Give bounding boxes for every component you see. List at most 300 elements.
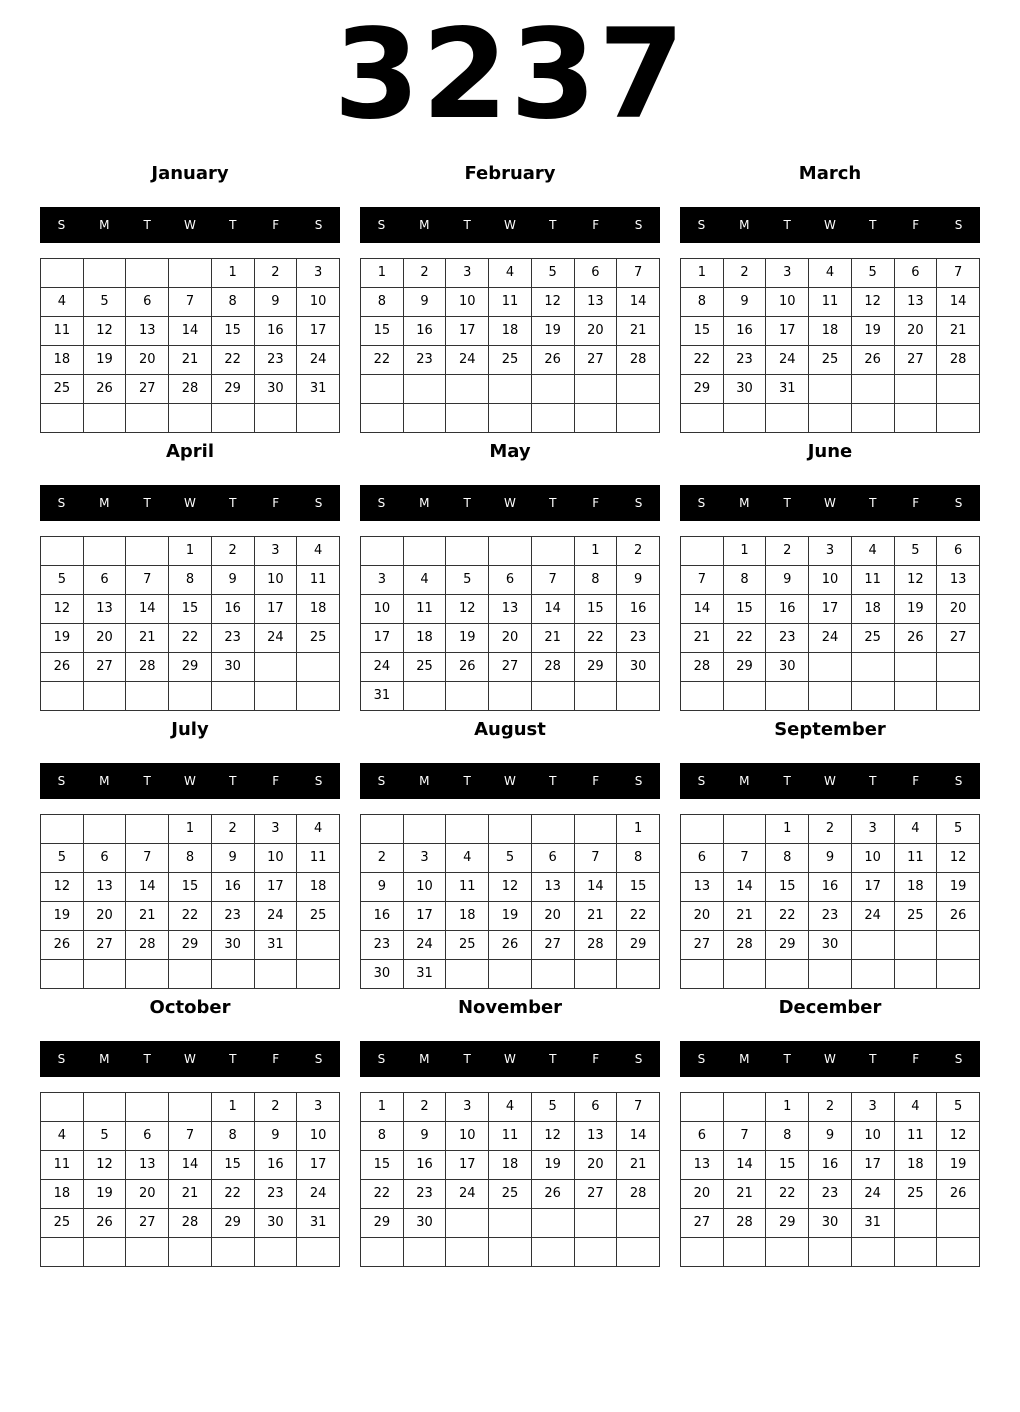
week-row	[41, 653, 340, 682]
day-cell: 7	[723, 1122, 766, 1151]
weekday-label: M	[99, 1052, 110, 1066]
day-cell: 26	[83, 375, 126, 404]
week-row	[681, 960, 980, 989]
day-cell: 3	[446, 1093, 489, 1122]
day-cell: 10	[297, 288, 340, 317]
day-cell: 3	[297, 259, 340, 288]
week-row	[361, 259, 660, 288]
day-cell: 7	[723, 844, 766, 873]
week-row	[681, 317, 980, 346]
week-row	[41, 1209, 340, 1238]
empty-day-cell	[446, 404, 489, 433]
day-cell: 8	[723, 566, 766, 595]
day-cell: 22	[681, 346, 724, 375]
day-cell: 29	[211, 375, 254, 404]
month-name: July	[171, 719, 209, 740]
weekday-label: F	[592, 774, 600, 788]
empty-day-cell	[489, 815, 532, 844]
weekday-label: W	[824, 1052, 836, 1066]
day-cell: 17	[297, 1151, 340, 1180]
day-cell: 22	[723, 624, 766, 653]
week-row	[361, 844, 660, 873]
weekday-label: S	[634, 1052, 643, 1066]
day-cell: 3	[254, 815, 297, 844]
day-cell: 3	[403, 844, 446, 873]
weekday-header	[360, 207, 660, 243]
week-row	[681, 259, 980, 288]
empty-day-cell	[361, 1238, 404, 1267]
day-cell: 12	[937, 1122, 980, 1151]
week-row	[681, 815, 980, 844]
day-cell: 8	[169, 566, 212, 595]
weekday-label: T	[229, 218, 237, 232]
empty-day-cell	[681, 960, 724, 989]
empty-day-cell	[937, 404, 980, 433]
empty-day-cell	[254, 682, 297, 711]
weekday-label: M	[419, 774, 430, 788]
day-cell: 4	[403, 566, 446, 595]
empty-day-cell	[297, 653, 340, 682]
year-title: 3237	[333, 3, 687, 147]
week-row	[681, 375, 980, 404]
day-cell: 11	[297, 566, 340, 595]
day-cell: 31	[297, 1209, 340, 1238]
day-cell: 20	[83, 902, 126, 931]
day-cell: 16	[403, 317, 446, 346]
day-cell: 8	[681, 288, 724, 317]
day-cell: 21	[681, 624, 724, 653]
day-cell: 11	[894, 844, 937, 873]
day-cell: 14	[681, 595, 724, 624]
day-cell: 29	[574, 653, 617, 682]
empty-day-cell	[211, 960, 254, 989]
day-cell: 1	[681, 259, 724, 288]
day-cell: 23	[617, 624, 660, 653]
week-row	[681, 931, 980, 960]
day-cell: 12	[489, 873, 532, 902]
day-cell: 15	[723, 595, 766, 624]
day-cell: 8	[361, 288, 404, 317]
empty-day-cell	[766, 960, 809, 989]
weekday-label: S	[697, 774, 706, 788]
empty-day-cell	[894, 960, 937, 989]
empty-day-cell	[894, 1209, 937, 1238]
day-cell: 2	[211, 537, 254, 566]
empty-day-cell	[809, 653, 852, 682]
day-cell: 13	[126, 317, 169, 346]
weekday-header	[680, 207, 980, 243]
empty-day-cell	[126, 537, 169, 566]
day-cell: 11	[489, 1122, 532, 1151]
empty-day-cell	[766, 404, 809, 433]
day-cell: 19	[446, 624, 489, 653]
day-cell: 26	[851, 346, 894, 375]
day-cell: 13	[531, 873, 574, 902]
weekday-label: T	[549, 218, 557, 232]
empty-day-cell	[574, 1238, 617, 1267]
day-cell: 1	[361, 259, 404, 288]
day-grid	[680, 814, 980, 989]
empty-day-cell	[83, 259, 126, 288]
day-cell: 29	[766, 1209, 809, 1238]
day-cell: 25	[297, 902, 340, 931]
weekday-header	[40, 207, 340, 243]
empty-day-cell	[681, 1093, 724, 1122]
empty-day-cell	[723, 815, 766, 844]
empty-day-cell	[851, 960, 894, 989]
day-cell: 25	[489, 346, 532, 375]
day-cell: 24	[297, 346, 340, 375]
day-cell: 1	[169, 815, 212, 844]
week-row	[361, 682, 660, 711]
day-cell: 26	[937, 902, 980, 931]
empty-day-cell	[83, 815, 126, 844]
empty-day-cell	[723, 1238, 766, 1267]
day-cell: 1	[574, 537, 617, 566]
day-cell: 24	[254, 902, 297, 931]
weekday-label: M	[99, 218, 110, 232]
day-cell: 26	[83, 1209, 126, 1238]
empty-day-cell	[254, 653, 297, 682]
day-cell: 23	[723, 346, 766, 375]
day-cell: 26	[41, 931, 84, 960]
weekday-label: F	[592, 496, 600, 510]
weekday-label: S	[954, 218, 963, 232]
day-grid	[360, 1092, 660, 1267]
day-cell: 30	[617, 653, 660, 682]
day-cell: 23	[766, 624, 809, 653]
day-cell: 27	[574, 346, 617, 375]
weekday-label: S	[57, 218, 66, 232]
day-cell: 15	[211, 317, 254, 346]
day-cell: 22	[361, 1180, 404, 1209]
empty-day-cell	[41, 1238, 84, 1267]
day-cell: 18	[297, 873, 340, 902]
day-cell: 15	[361, 317, 404, 346]
day-cell: 31	[851, 1209, 894, 1238]
day-cell: 4	[809, 259, 852, 288]
empty-day-cell	[83, 1093, 126, 1122]
day-cell: 7	[126, 844, 169, 873]
day-cell: 29	[169, 653, 212, 682]
empty-day-cell	[126, 259, 169, 288]
day-cell: 30	[809, 931, 852, 960]
day-cell: 22	[211, 346, 254, 375]
weekday-label: F	[272, 774, 280, 788]
weekday-label: S	[377, 218, 386, 232]
day-cell: 27	[937, 624, 980, 653]
day-cell: 13	[681, 873, 724, 902]
month-name: December	[778, 997, 882, 1018]
day-cell: 8	[211, 288, 254, 317]
weekday-label: W	[504, 496, 516, 510]
empty-day-cell	[126, 404, 169, 433]
day-cell: 27	[126, 1209, 169, 1238]
empty-day-cell	[531, 375, 574, 404]
day-cell: 6	[574, 1093, 617, 1122]
day-cell: 4	[41, 1122, 84, 1151]
day-cell: 5	[531, 259, 574, 288]
day-cell: 11	[446, 873, 489, 902]
empty-day-cell	[617, 1238, 660, 1267]
day-cell: 20	[126, 1180, 169, 1209]
week-row	[361, 1122, 660, 1151]
day-cell: 25	[809, 346, 852, 375]
day-cell: 14	[937, 288, 980, 317]
empty-day-cell	[489, 537, 532, 566]
day-cell: 6	[681, 844, 724, 873]
day-cell: 11	[851, 566, 894, 595]
day-cell: 5	[446, 566, 489, 595]
day-cell: 14	[723, 873, 766, 902]
day-cell: 14	[617, 1122, 660, 1151]
day-cell: 30	[254, 1209, 297, 1238]
day-cell: 24	[297, 1180, 340, 1209]
day-cell: 19	[937, 1151, 980, 1180]
empty-day-cell	[489, 1209, 532, 1238]
day-cell: 29	[617, 931, 660, 960]
weekday-label: W	[824, 496, 836, 510]
empty-day-cell	[937, 1238, 980, 1267]
day-cell: 18	[446, 902, 489, 931]
day-cell: 17	[254, 873, 297, 902]
day-cell: 29	[211, 1209, 254, 1238]
day-cell: 2	[254, 259, 297, 288]
day-grid	[40, 1092, 340, 1267]
day-cell: 23	[403, 1180, 446, 1209]
empty-day-cell	[126, 1238, 169, 1267]
empty-day-cell	[723, 682, 766, 711]
weekday-label: W	[824, 774, 836, 788]
empty-day-cell	[41, 404, 84, 433]
day-cell: 30	[723, 375, 766, 404]
week-row	[361, 815, 660, 844]
day-cell: 1	[169, 537, 212, 566]
day-cell: 23	[809, 1180, 852, 1209]
weekday-label: F	[912, 1052, 920, 1066]
day-cell: 5	[531, 1093, 574, 1122]
day-cell: 9	[809, 844, 852, 873]
day-cell: 30	[403, 1209, 446, 1238]
day-cell: 2	[211, 815, 254, 844]
week-row	[361, 1180, 660, 1209]
empty-day-cell	[446, 815, 489, 844]
day-cell: 7	[681, 566, 724, 595]
empty-day-cell	[83, 404, 126, 433]
empty-day-cell	[446, 960, 489, 989]
day-cell: 23	[254, 346, 297, 375]
day-cell: 27	[681, 1209, 724, 1238]
day-cell: 25	[489, 1180, 532, 1209]
day-cell: 2	[254, 1093, 297, 1122]
day-cell: 14	[617, 288, 660, 317]
day-cell: 17	[403, 902, 446, 931]
weekday-label: T	[783, 774, 791, 788]
week-row	[681, 873, 980, 902]
weekday-label: S	[634, 496, 643, 510]
empty-day-cell	[126, 815, 169, 844]
day-cell: 24	[446, 1180, 489, 1209]
day-cell: 20	[126, 346, 169, 375]
day-cell: 29	[766, 931, 809, 960]
day-cell: 26	[531, 1180, 574, 1209]
weekday-label: T	[143, 774, 151, 788]
day-cell: 1	[723, 537, 766, 566]
empty-day-cell	[403, 815, 446, 844]
week-row	[361, 595, 660, 624]
day-cell: 29	[681, 375, 724, 404]
day-cell: 21	[126, 624, 169, 653]
day-grid	[680, 258, 980, 433]
weekday-label: S	[634, 218, 643, 232]
week-row	[41, 815, 340, 844]
day-cell: 4	[894, 815, 937, 844]
day-cell: 13	[937, 566, 980, 595]
weekday-label: W	[184, 496, 196, 510]
empty-day-cell	[41, 1093, 84, 1122]
empty-day-cell	[489, 682, 532, 711]
day-cell: 11	[41, 317, 84, 346]
empty-day-cell	[574, 960, 617, 989]
day-cell: 1	[766, 815, 809, 844]
day-grid	[360, 536, 660, 711]
empty-day-cell	[403, 682, 446, 711]
week-row	[681, 566, 980, 595]
weekday-label: M	[419, 218, 430, 232]
weekday-label: T	[869, 774, 877, 788]
empty-day-cell	[41, 537, 84, 566]
week-row	[361, 1093, 660, 1122]
day-cell: 20	[894, 317, 937, 346]
day-cell: 16	[809, 873, 852, 902]
empty-day-cell	[211, 1238, 254, 1267]
day-cell: 27	[489, 653, 532, 682]
weekday-label: T	[783, 496, 791, 510]
day-cell: 13	[894, 288, 937, 317]
day-cell: 21	[617, 317, 660, 346]
day-cell: 18	[809, 317, 852, 346]
day-cell: 30	[211, 653, 254, 682]
empty-day-cell	[297, 1238, 340, 1267]
empty-day-cell	[489, 1238, 532, 1267]
month-name: November	[457, 997, 563, 1018]
day-cell: 10	[766, 288, 809, 317]
weekday-label: M	[99, 774, 110, 788]
day-cell: 31	[361, 682, 404, 711]
month-name: September	[774, 719, 886, 740]
day-cell: 12	[83, 317, 126, 346]
empty-day-cell	[446, 682, 489, 711]
day-cell: 12	[41, 873, 84, 902]
empty-day-cell	[681, 1238, 724, 1267]
day-cell: 10	[851, 844, 894, 873]
day-cell: 10	[254, 844, 297, 873]
day-cell: 24	[766, 346, 809, 375]
empty-day-cell	[723, 404, 766, 433]
empty-day-cell	[937, 960, 980, 989]
day-cell: 27	[83, 931, 126, 960]
day-cell: 7	[574, 844, 617, 873]
day-cell: 8	[574, 566, 617, 595]
day-cell: 20	[681, 902, 724, 931]
weekday-label: W	[504, 218, 516, 232]
empty-day-cell	[809, 404, 852, 433]
day-cell: 6	[894, 259, 937, 288]
empty-day-cell	[809, 682, 852, 711]
week-row	[681, 346, 980, 375]
empty-day-cell	[851, 404, 894, 433]
week-row	[41, 960, 340, 989]
day-cell: 25	[41, 375, 84, 404]
weekday-label: T	[143, 496, 151, 510]
day-cell: 3	[766, 259, 809, 288]
weekday-label: F	[272, 1052, 280, 1066]
week-row	[41, 259, 340, 288]
empty-day-cell	[851, 653, 894, 682]
day-cell: 16	[254, 1151, 297, 1180]
day-cell: 5	[851, 259, 894, 288]
day-cell: 19	[851, 317, 894, 346]
day-cell: 27	[126, 375, 169, 404]
day-cell: 15	[169, 873, 212, 902]
day-cell: 30	[254, 375, 297, 404]
empty-day-cell	[809, 1238, 852, 1267]
weekday-label: T	[143, 1052, 151, 1066]
weekday-label: T	[229, 496, 237, 510]
empty-day-cell	[766, 682, 809, 711]
empty-day-cell	[531, 682, 574, 711]
day-cell: 12	[937, 844, 980, 873]
empty-day-cell	[169, 960, 212, 989]
day-cell: 3	[851, 815, 894, 844]
empty-day-cell	[531, 960, 574, 989]
day-cell: 28	[723, 931, 766, 960]
day-cell: 19	[489, 902, 532, 931]
week-row	[41, 317, 340, 346]
weekday-label: F	[592, 1052, 600, 1066]
day-cell: 16	[361, 902, 404, 931]
day-cell: 21	[574, 902, 617, 931]
empty-day-cell	[41, 960, 84, 989]
day-cell: 28	[531, 653, 574, 682]
day-cell: 27	[531, 931, 574, 960]
week-row	[361, 624, 660, 653]
week-row	[361, 375, 660, 404]
empty-day-cell	[297, 960, 340, 989]
day-cell: 5	[937, 1093, 980, 1122]
day-cell: 13	[83, 873, 126, 902]
empty-day-cell	[574, 815, 617, 844]
week-row	[41, 1122, 340, 1151]
day-cell: 23	[403, 346, 446, 375]
day-cell: 6	[574, 259, 617, 288]
week-row	[681, 595, 980, 624]
day-cell: 10	[809, 566, 852, 595]
empty-day-cell	[361, 815, 404, 844]
day-cell: 15	[766, 1151, 809, 1180]
day-cell: 14	[723, 1151, 766, 1180]
day-cell: 22	[169, 624, 212, 653]
day-cell: 29	[169, 931, 212, 960]
weekday-label: M	[739, 1052, 750, 1066]
empty-day-cell	[169, 1238, 212, 1267]
week-row	[41, 346, 340, 375]
day-cell: 1	[617, 815, 660, 844]
week-row	[681, 624, 980, 653]
week-row	[361, 1238, 660, 1267]
empty-day-cell	[894, 653, 937, 682]
weekday-label: S	[377, 774, 386, 788]
